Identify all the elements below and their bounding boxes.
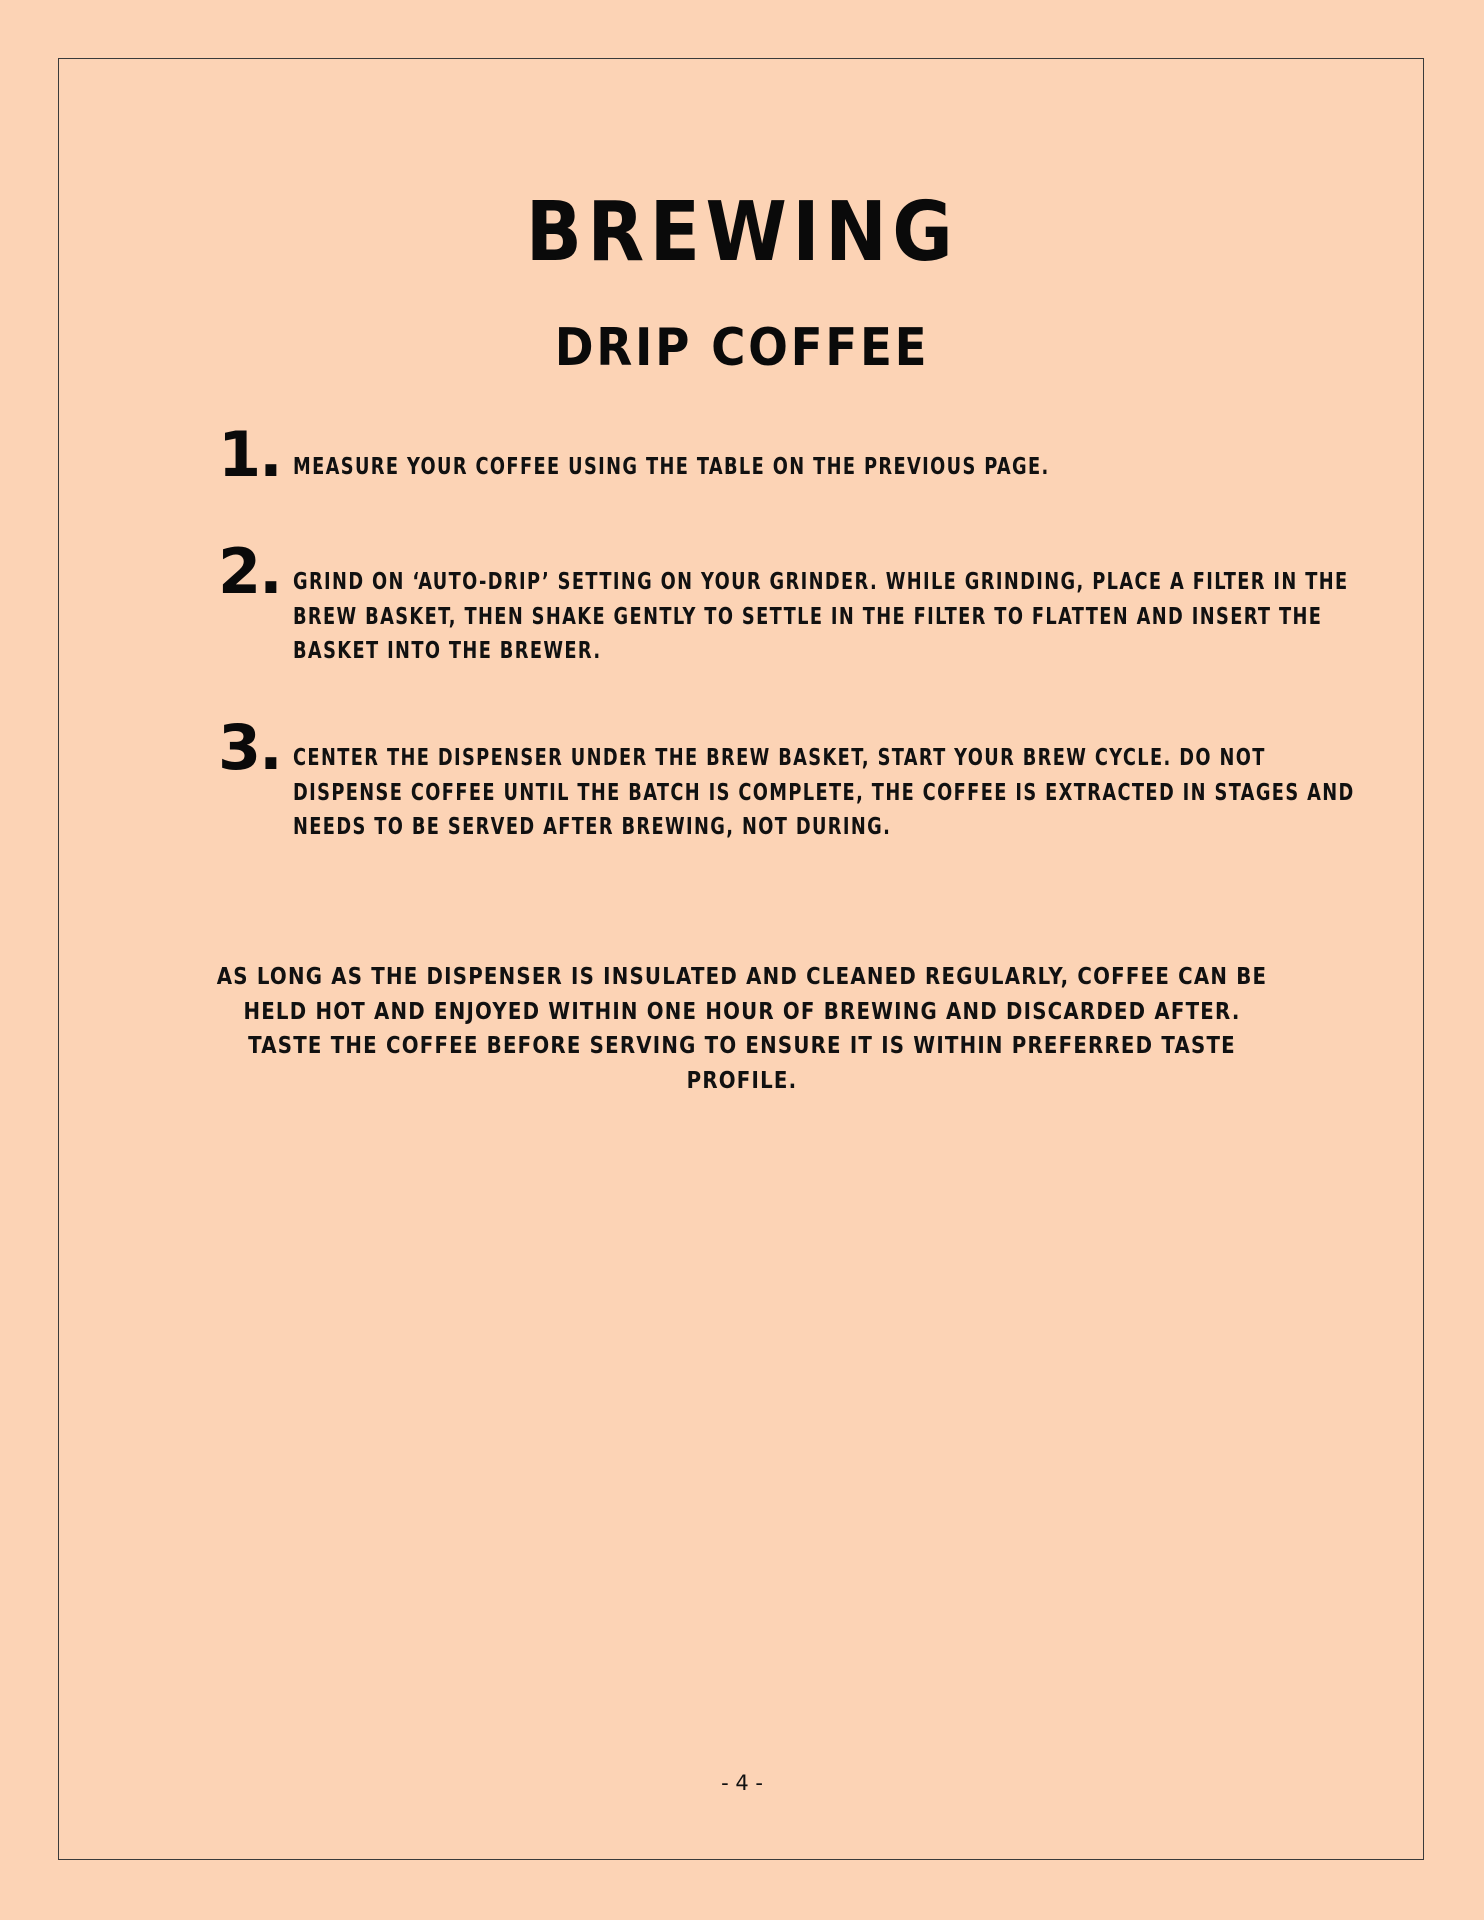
page-number: - 4 - <box>721 1771 763 1795</box>
page-subtitle: DRIP COFFEE <box>554 318 930 378</box>
holding-note: AS LONG AS THE DISPENSER IS INSULATED AND CLEANED REGULARLY, COFFEE CAN BE HELD HOT AND ENJOYED WITHIN ONE HOUR OF BREWING AND DISCARDED AFTER. TASTE THE COFFEE BEFORE SERVING TO ENSURE IT IS WITHIN PREFERRED TASTE PROFILE. <box>216 964 1268 1094</box>
step-number: 3. <box>218 711 281 784</box>
step-text: GRIND ON ‘AUTO-DRIP’ SETTING ON YOUR GRINDER. WHILE GRINDING, PLACE A FILTER IN THE BREW BASKET, THEN SHAKE GENTLY TO SETTLE IN THE FILTER TO FLATTEN AND INSERT THE BASKET INTO THE BREWER. <box>293 569 1349 664</box>
page-title: BREWING <box>525 185 959 280</box>
step-number: 1. <box>218 418 281 491</box>
step-text: MEASURE YOUR COFFEE USING THE TABLE ON THE PREVIOUS PAGE. <box>293 454 1050 480</box>
step-number: 2. <box>218 535 281 608</box>
step-text: CENTER THE DISPENSER UNDER THE BREW BASKET, START YOUR BREW CYCLE. DO NOT DISPENSE COFFEE UNTIL THE BATCH IS COMPLETE, THE COFFEE IS EXTRACTED IN STAGES AND NEEDS TO BE SERVED AFTER BREWING, NOT DURING. <box>293 745 1355 840</box>
